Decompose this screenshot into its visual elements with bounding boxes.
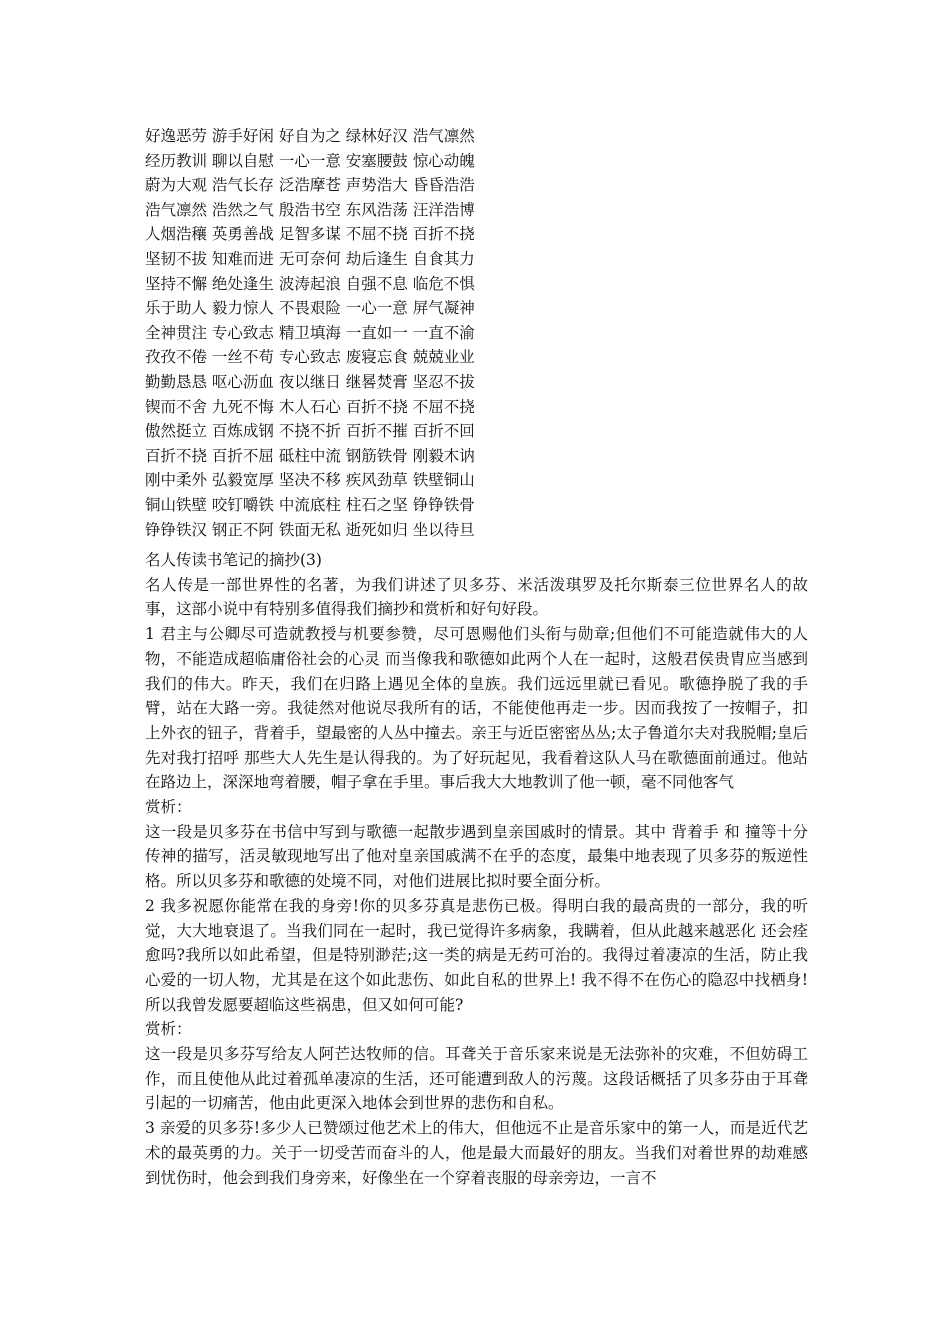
analysis-paragraph-2: 这一段是贝多芬写给友人阿芒达牧师的信。耳聋关于音乐家来说是无法弥补的灾难，不但妨碍工作，而且使他从此过着孤单凄凉的生活，还可能遭到敌人的污蔑。这段话概括了贝多芬由于耳聋引起的一切痛苦，他由此更深入地体会到世界的悲伤和自私。 [145, 1045, 808, 1113]
idiom-line: 经历教训 聊以自慰 一心一意 安塞腰鼓 惊心动魄 [145, 151, 475, 170]
analysis-label: 赏析： [145, 798, 192, 817]
idiom-line: 锲而不舍 九死不悔 木人石心 百折不挠 不屈不挠 [145, 397, 475, 416]
idiom-line: 刚中柔外 弘毅宽厚 坚决不移 疾风劲草 铁壁铜山 [145, 471, 475, 490]
idiom-list [145, 124, 525, 542]
article-body [145, 548, 808, 1190]
idiom-line: 勤勤恳恳 呕心沥血 夜以继日 继晷焚膏 坚忍不拔 [145, 372, 475, 391]
idiom-line: 全神贯注 专心致志 精卫填海 一直如一 一直不渝 [145, 323, 475, 342]
intro-paragraph: 名人传是一部世界性的名著，为我们讲述了贝多芬、米活泼琪罗及托尔斯泰三位世界名人的故事，这部小说中有特别多值得我们摘抄和赏析和好句好段。 [145, 575, 808, 619]
idiom-line: 孜孜不倦 一丝不苟 专心致志 废寝忘食 兢兢业业 [145, 348, 475, 367]
idiom-line: 百折不挠 百折不屈 砥柱中流 钢筋铁骨 刚毅木讷 [145, 446, 475, 465]
quote-paragraph-3: 3 亲爱的贝多芬!多少人已赞颂过他艺术上的伟大，但他远不止是音乐家中的第一人，而是近代艺术的最英勇的力。关于一切受苦而奋斗的人，他是最大而最好的朋友。当我们对着世界的劫难感到忧伤时，他会到我们身旁来，好像坐在一个穿着丧服的母亲旁边，一言不 [145, 1119, 808, 1187]
idiom-line: 坚韧不拔 知难而进 无可奈何 劫后逢生 自食其力 [145, 249, 475, 268]
idiom-line: 人烟浩穰 英勇善战 足智多谋 不屈不挠 百折不挠 [145, 225, 475, 244]
idiom-line: 乐于助人 毅力惊人 不畏艰险 一心一意 屏气凝神 [145, 299, 475, 318]
analysis-paragraph-1: 这一段是贝多芬在书信中写到与歌德一起散步遇到皇亲国戚时的情景。其中 背着手 和 撞等十分传神的描写，活灵敏现地写出了他对皇亲国戚满不在乎的态度，最集中地表现了贝多芬的叛逆性格。所以贝多芬和歌德的处境不同，对他们进展比拟时要全面分析。 [145, 822, 808, 891]
idiom-line: 坚持不懈 绝处逢生 波涛起浪 自强不息 临危不惧 [145, 274, 475, 293]
idiom-line: 浩气凛然 浩然之气 殷浩书空 东风浩荡 汪洋浩博 [145, 200, 475, 219]
idiom-line: 铜山铁壁 咬钉嚼铁 中流底柱 柱石之坚 铮铮铁骨 [145, 495, 475, 514]
quote-paragraph-1: 1 君主与公卿尽可造就教授与机要参赞，尽可恩赐他们头衔与勋章;但他们不可能造就伟大的人物，不能造成超临庸俗社会的心灵 而当像我和歌德如此两个人在一起时，这般君侯贵胄应当感到我们的伟大。昨天，我们在归路上遇见全体的皇族。我们远远里就已看见。歌德挣脱了我的手臂，站在大路一旁。我徒然对他说尽我所有的话，不能使他再走一步。因而我按了一按帽子，扣上外衣的钮子，背着手，望最密的人丛中撞去。亲王与近臣密密丛丛;太子鲁道尔夫对我脱帽;皇后先对我打招呼 那些大人先生是认得我的。为了好玩起见，我看着这队人马在歌德面前通过。他站在路边上，深深地弯着腰，帽子拿在手里。事后我大大地教训了他一顿，毫不同他客气 [145, 625, 808, 792]
analysis-label: 赏析： [145, 1020, 192, 1039]
idiom-line: 傲然挺立 百炼成钢 不挠不折 百折不摧 百折不回 [145, 422, 475, 441]
quote-paragraph-2: 2 我多祝愿你能常在我的身旁!你的贝多芬真是悲伤已极。得明白我的最高贵的一部分，我的听觉，大大地衰退了。当我们同在一起时，我已觉得许多病象，我瞒着，但从此越来越恶化 还会痊愈吗?我所以如此希望，但是特别渺茫;这一类的病是无药可治的。我得过着凄凉的生活，防止我心爱的一切人物，尤其是在这个如此悲伤、如此自私的世界上! 我不得不在伤心的隐忍中找栖身!所以我曾发愿要超临这些祸患，但又如何可能? [145, 896, 808, 1014]
idiom-line: 好逸恶劳 游手好闲 好自为之 绿林好汉 浩气凛然 [145, 127, 475, 145]
section-heading: 名人传读书笔记的摘抄(3) [145, 551, 322, 569]
idiom-line: 铮铮铁汉 钢正不阿 铁面无私 逝死如归 坐以待旦 [145, 520, 475, 539]
idiom-line: 蔚为大观 浩气长存 泛浩摩苍 声势浩大 昏昏浩浩 [145, 176, 475, 195]
